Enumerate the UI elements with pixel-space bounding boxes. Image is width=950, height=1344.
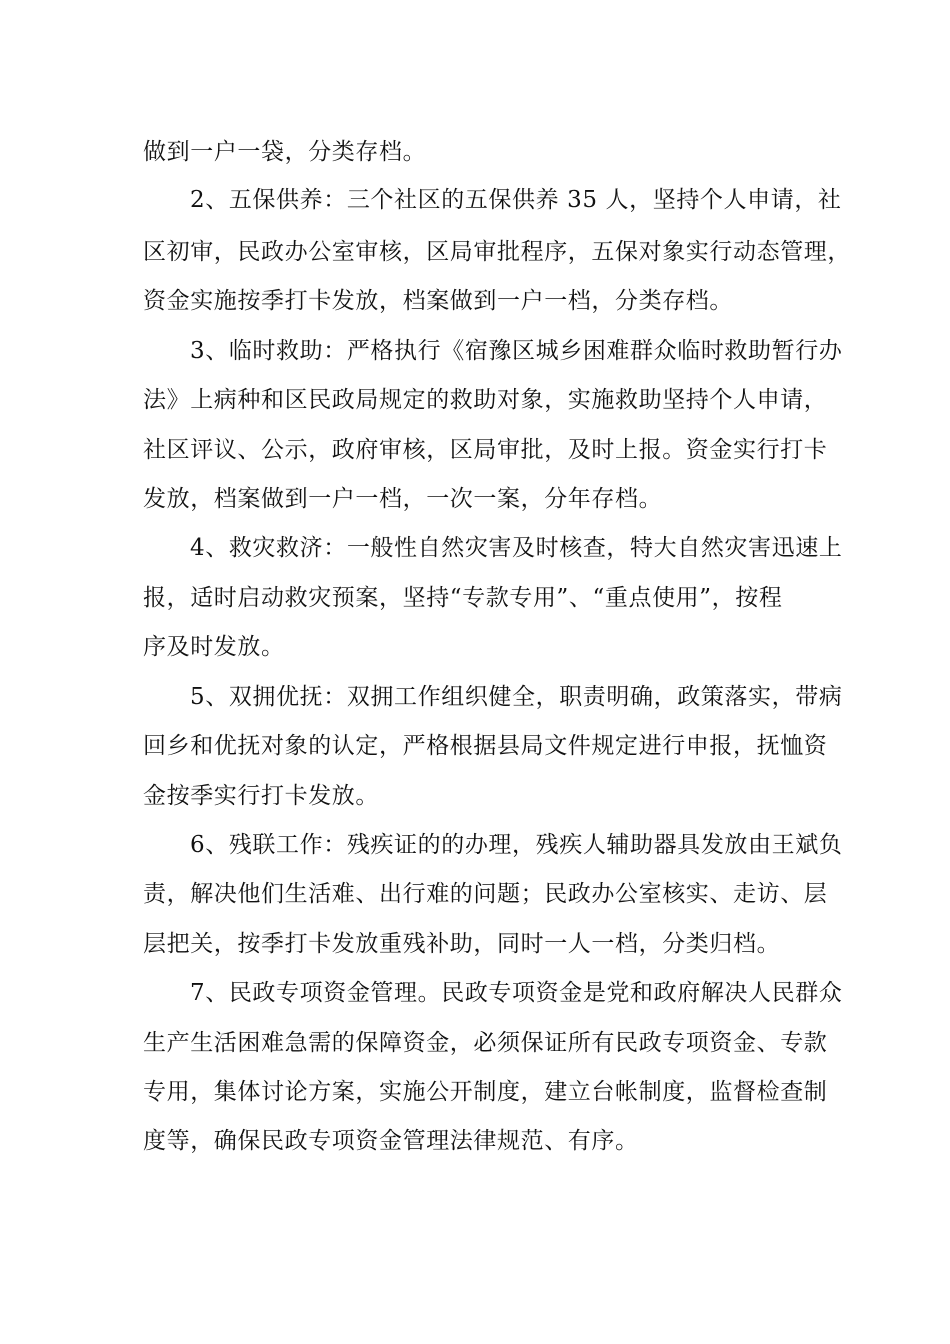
text-line: 2、五保供养：三个社区的五保供养 35 人，坚持个人申请，社 (190, 187, 842, 213)
text-line: 区初审，民政办公室审核，区局审批程序，五保对象实行动态管理， (143, 239, 851, 265)
text-line: 发放，档案做到一户一档，一次一案，分年存档。 (143, 486, 663, 512)
text-line: 4、救灾救济：一般性自然灾害及时核查，特大自然灾害迅速上 (190, 535, 843, 561)
text-line: 专用，集体讨论方案，实施公开制度，建立台帐制度，监督检查制 (143, 1079, 828, 1105)
text-line: 责，解决他们生活难、出行难的问题；民政办公室核实、走访、层 (143, 881, 828, 907)
text-line: 金按季实行打卡发放。 (143, 783, 379, 809)
text-line: 层把关，按季打卡发放重残补助，同时一人一档，分类归档。 (143, 931, 781, 957)
text-line: 5、双拥优抚：双拥工作组织健全，职责明确，政策落实，带病 (190, 684, 843, 710)
text-line: 做到一户一袋，分类存档。 (143, 139, 427, 165)
text-line: 社区评议、公示，政府审核，区局审批，及时上报。资金实行打卡 (143, 437, 828, 463)
text-line: 7、民政专项资金管理。民政专项资金是党和政府解决人民群众 (190, 980, 843, 1006)
text-line: 序及时发放。 (143, 634, 285, 660)
text-line: 3、临时救助：严格执行《宿豫区城乡困难群众临时救助暂行办 (190, 338, 843, 364)
text-line: 度等，确保民政专项资金管理法律规范、有序。 (143, 1128, 639, 1154)
text-line: 回乡和优抚对象的认定，严格根据县局文件规定进行申报，抚恤资 (143, 733, 828, 759)
text-line: 法》上病种和区民政局规定的救助对象，实施救助坚持个人申请， (143, 387, 828, 413)
text-line: 资金实施按季打卡发放，档案做到一户一档，分类存档。 (143, 288, 733, 314)
text-line: 6、残联工作：残疾证的的办理，残疾人辅助器具发放由王斌负 (190, 832, 843, 858)
text-line: 生产生活困难急需的保障资金，必须保证所有民政专项资金、专款 (143, 1030, 828, 1056)
text-line: 报，适时启动救灾预案，坚持“专款专用”、“重点使用”，按程 (143, 585, 783, 611)
